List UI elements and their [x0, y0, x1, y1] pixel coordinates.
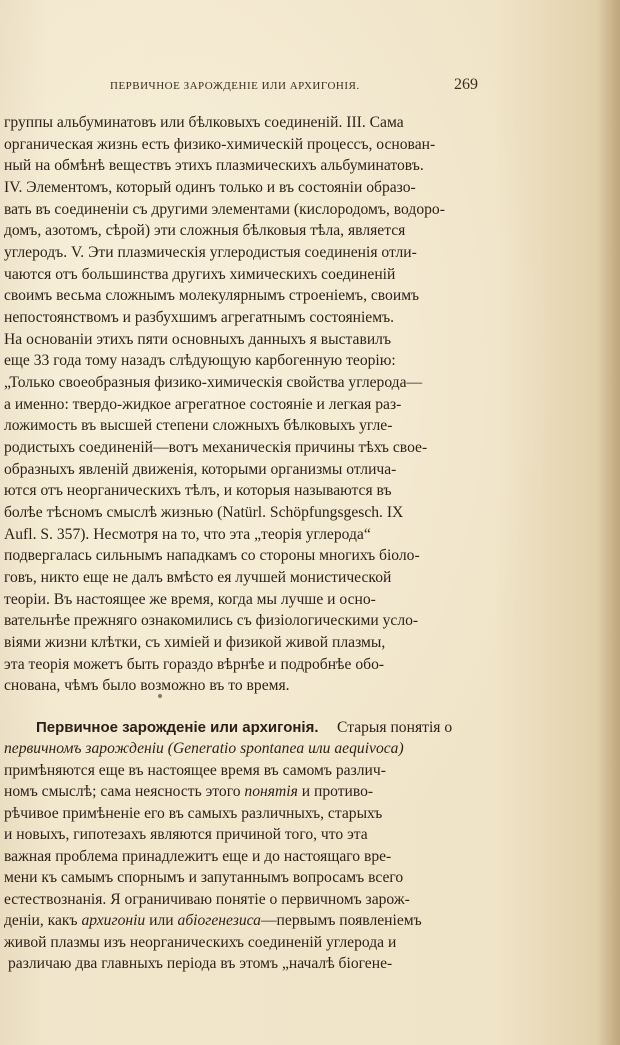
text-line: Старыя понятія о [337, 719, 453, 736]
text-line: живой плазмы изъ неорганическихъ соединеній углерода и [4, 934, 397, 951]
text-line: различаю два главныхъ періода въ этомъ „началѣ біогене- [8, 955, 393, 972]
text-line: вательнѣе прежняго ознакомились съ физіологическими усло- [4, 612, 419, 629]
section-heading: Первичное зарожденіе или архигонія. [36, 719, 319, 736]
text-line: своимъ весьма сложнымъ молекулярнымъ строеніемъ, своимъ [4, 287, 420, 304]
text-line: образныхъ явленій движенія, которыми организмы отлича- [4, 461, 397, 478]
text-line: IV. Элементомъ, который одинъ только и въ состояніи образо- [4, 179, 416, 196]
ink-speck [158, 694, 162, 698]
text-line: мени къ самымъ спорнымъ и запутаннымъ вопросамъ всего [4, 869, 404, 886]
text-line [4, 911, 422, 931]
text-span: номъ смыслѣ; сама неясность этого [4, 783, 241, 800]
text-line: органическая жизнь есть физико-химическій процессъ, основан- [4, 136, 436, 153]
text-line: рѣчивое примѣненіе его въ самыхъ различныхъ, старыхъ [4, 805, 383, 822]
text-line: углеродъ. V. Эти плазмическія углеродистыя соединенія отли- [4, 244, 417, 261]
italic-term: понятія [244, 783, 298, 800]
text-line: На основаніи этихъ пяти основныхъ данныхъ я выставилъ [4, 331, 392, 348]
text-line: естествознанія. Я ограничиваю понятіе о первичномъ зарож- [4, 891, 410, 908]
text-line: ный на обмѣнѣ веществъ этихъ плазмическихъ альбуминатовъ. [4, 157, 424, 174]
text-line: а именно: твердо-жидкое агрегатное состояніе и легкая раз- [4, 396, 402, 413]
text-line: непостоянствомъ и разбухшимъ агрегатнымъ состояніемъ. [4, 309, 395, 326]
text-line: эта теорія можетъ быть гораздо вѣрнѣе и подробнѣе обо- [4, 656, 385, 673]
text-line: домъ, азотомъ, сѣрой) эти сложныя бѣлковыя тѣла, является [4, 222, 406, 239]
text-span: деніи, какъ [4, 912, 78, 929]
text-line: примѣняются еще въ настоящее время въ самомъ различ- [4, 762, 386, 779]
text-line: снована, чѣмъ было возможно въ то время. [4, 677, 290, 694]
text-line: и новыхъ, гипотезахъ являются причиной того, что эта [4, 826, 368, 843]
text-line: родистыхъ соединеній—вотъ механическія причины тѣхъ свое- [4, 439, 428, 456]
text-line: Aufl. S. 357). Несмотря на то, что эта „теорія углерода“ [4, 526, 371, 543]
text-line: теоріи. Въ настоящее же время, когда мы лучше и осно- [4, 591, 376, 608]
text-span: —первымъ появленіемъ [260, 912, 422, 929]
text-line: группы альбуминатовъ или бѣлковыхъ соединеній. III. Сама [4, 114, 404, 131]
text-line: говъ, никто еще не далъ вмѣсто ея лучшей монистической [4, 569, 392, 586]
text-line: вать въ соединеніи съ другими элементами (кислородомъ, водоро- [4, 201, 445, 218]
text-line: ются отъ неорганическихъ тѣлъ, и которыя называются въ [4, 482, 392, 499]
text-span: или [149, 912, 174, 929]
text-line: болѣе тѣсномъ смыслѣ жизнью (Natürl. Schöpfungsgesch. IX [4, 504, 404, 521]
text-line: важная проблема принадлежитъ еще и до настоящаго вре- [4, 848, 392, 865]
text-span: и противо- [301, 783, 374, 800]
text-line [4, 782, 373, 802]
text-line: ложимость въ высшей степени сложныхъ бѣлковыхъ угле- [4, 417, 393, 434]
italic-latin-term: (Generatio spontanea или aequivoca) [167, 740, 404, 757]
text-line: віями жизни клѣтки, съ химіей и физикой живой плазмы, [4, 634, 386, 651]
text-line: еще 33 года тому назадъ слѣдующую карбогенную теорію: [4, 352, 396, 369]
text-line [4, 739, 404, 759]
italic-term: первичномъ зарожденіи [4, 740, 164, 757]
text-line: чаются отъ большинства другихъ химическихъ соединеній [4, 266, 396, 283]
text-line: подвергалась сильнымъ нападкамъ со стороны многихъ біоло- [4, 547, 420, 564]
page-number: 269 [454, 76, 478, 93]
italic-term: абіогенезиса [177, 912, 261, 929]
italic-term: архигоніи [81, 912, 146, 929]
text-line: „Только своеобразныя физико-химическія свойства углерода— [4, 374, 423, 391]
running-head: ПЕРВИЧНОЕ ЗАРОЖДЕНІЕ ИЛИ АРХИГОНІЯ. [110, 80, 360, 92]
